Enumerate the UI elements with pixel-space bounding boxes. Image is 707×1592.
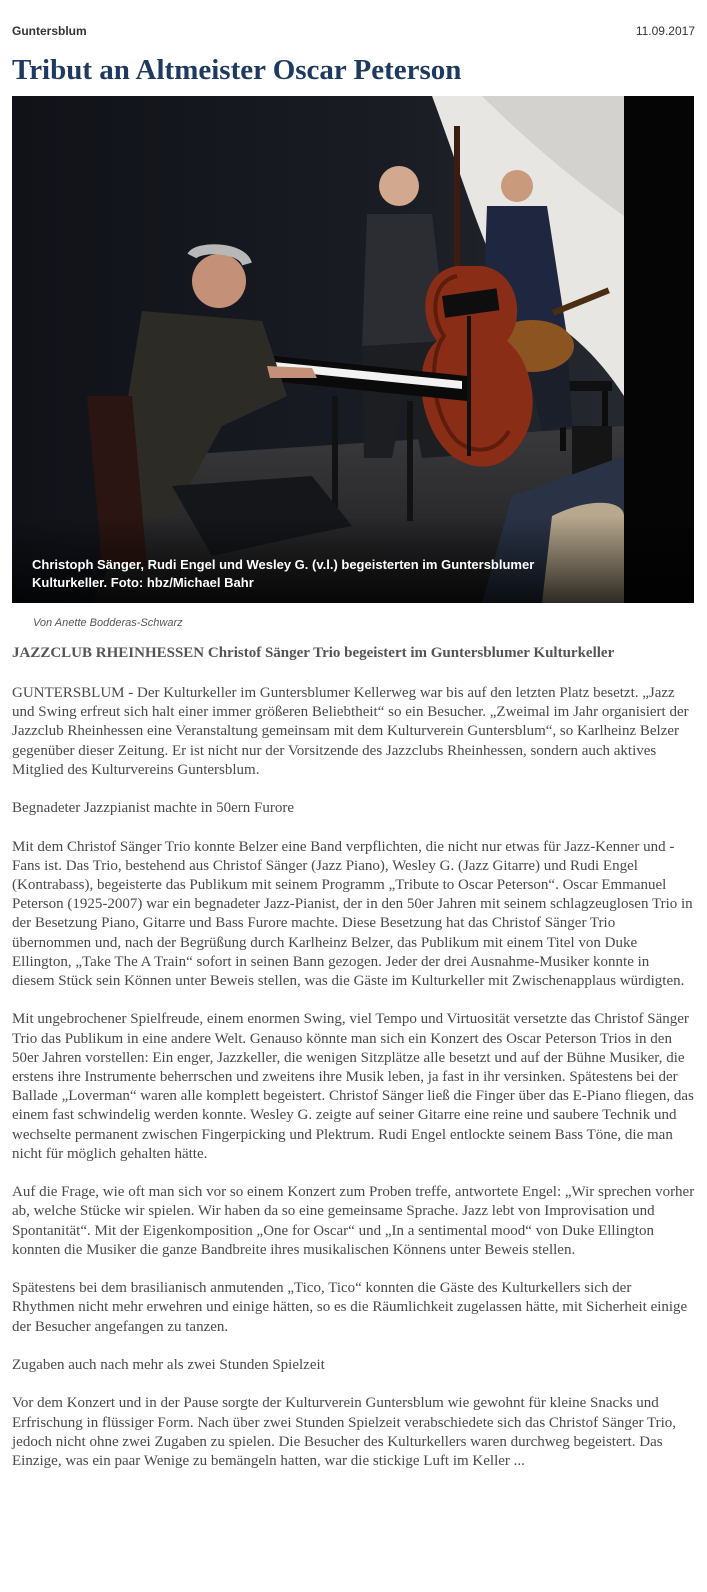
- publish-date: 11.09.2017: [635, 24, 695, 38]
- paragraph-trio: Mit dem Christof Sänger Trio konnte Belzer eine Band verpflichten, die nicht nur etwas für Jazz-Kenner und -Fans ist. Das Trio, bestehend aus Christof Sänger (Jazz Piano), Wesley G. (Jazz Gitarre) und Rudi Engel (Kontrabass), begeisterte das Publikum mit seinem Programm „Tribute to Oscar Peterson“. Oscar Emmanuel Peterson (1925-2007) war ein begnadeter Jazz-Pianist, der in den 50er Jahren mit seinem schlagzeuglosen Trio in der Besetzung Piano, Gitarre und Bass Furore machte. Diese Besetzung hat das Christof Sänger Trio übernommen und, nach der Begrüßung durch Karlheinz Belzer, das Publikum mit einem Titel von Duke Ellington, „Take The A Train“ sofort in seinen Bann gezogen. Jeder der drei Ausnahme-Musiker konnte in diesem Stück sein Können unter Beweis stellen, was die Gäste im Kulturkeller mit Zwischenapplaus würdigten.: [12, 838, 693, 990]
- article-lead: JAZZCLUB RHEINHESSEN Christof Sänger Trio begeistert im Guntersblumer Kulturkeller: [12, 645, 615, 661]
- location-label[interactable]: Guntersblum: [12, 24, 87, 38]
- paragraph-tico: Spätestens bei dem brasilianisch anmutenden „Tico, Tico“ konnten die Gäste des Kulturkellers sich der Rhythmen nicht mehr erwehren und einige hätten, so es die Räumlichkeit zugelassen hätte, mit Sicherheit einige der Besucher angefangen zu tanzen.: [12, 1280, 688, 1335]
- article-photo[interactable]: [12, 96, 694, 603]
- photo-caption-line-1: Christoph Sänger, Rudi Engel und Wesley G. (v.l.) begeisterten im Guntersblumer: [32, 557, 535, 572]
- paragraph-spielfreude: Mit ungebrochener Spielfreude, einem enormen Swing, viel Tempo und Virtuosität versetzte das Christof Sänger Trio das Publikum in eine andere Welt. Genauso könnte man sich ein Konzert des Oscar Peterson Trios in den 50er Jahren vorstellen: Ein enger, Jazzkeller, die wenigen Sitzplätze alle besetzt und auf der Bühne Musiker, die erstens ihre Instrumente beherrschen und zweitens ihre Musik leben, ja fast in ihr versinken. Spätestens bei der Ballade „Loverman“ waren alle komplett begeistert. Christof Sänger ließ die Finger über das E-Piano fliegen, das einem fast schwindelig werden konnte. Wesley G. zeigte auf seiner Gitarre eine reine und saubere Technik und wechselte permanent zwischen Fingerpicking und Plektrum. Rudi Engel entlockte seinem Bass Töne, die man nicht für möglich gehalten hätte.: [12, 1011, 694, 1162]
- article-title: Tribut an Altmeister Oscar Peterson: [12, 54, 462, 86]
- paragraph-proben: Auf die Frage, wie oft man sich vor so einem Konzert zum Proben treffe, antwortete Engel: „Wir sprechen vorher ab, welche Stücke wir spielen. Wir haben da so eine gemeinsame Sprache. Jazz lebt von Improvisation und Spontanität“. Mit der Eigenkomposition „One for Oscar“ und „In a sentimental mood“ von Duke Ellington konnten die Musiker die ganze Bandbreite ihres musikalischen Könnens unter Beweis stellen.: [12, 1184, 695, 1258]
- author-byline: Von Anette Bodderas-Schwarz: [33, 617, 183, 629]
- jazz-trio-photo-illustration: [12, 96, 694, 603]
- photo-caption-line-2: Kulturkeller. Foto: hbz/Michael Bahr: [32, 575, 254, 590]
- paragraph-snacks: Vor dem Konzert und in der Pause sorgte der Kulturverein Guntersblum wie gewohnt für kleine Snacks und Erfrischung in flüssiger Form. Nach über zwei Stunden Spielzeit verabschiedete sich das Christof Sänger Trio, jedoch nicht ohne zwei Zugaben zu spielen. Die Besucher des Kulturkellers waren durchweg begeistert. Das Einzige, was ein paar Wenige zu bemängeln hatten, war die stickige Luft im Keller ...: [12, 1395, 677, 1470]
- photo-caption: [32, 556, 672, 592]
- paragraph-intro: GUNTERSBLUM - Der Kulturkeller im Guntersblumer Kellerweg war bis auf den letzten Platz besetzt. „Jazz und Swing erfreut sich halt einer immer größeren Beliebtheit“ so ein Besucher. „Zweimal im Jahr organisiert der Jazzclub Rheinhessen eine Veranstaltung gemeinsam mit dem Kulturverein Guntersblum“, so Karlheinz Belzer gegenüber dieser Zeitung. Er ist nicht nur der Vorsitzende des Jazzclubs Rheinhessen, sondern auch aktives Mitglied des Kulturvereins Guntersblum.: [12, 685, 689, 778]
- article-meta-bar: [12, 24, 695, 40]
- subheading-zugaben: Zugaben auch nach mehr als zwei Stunden Spielzeit: [12, 1357, 325, 1374]
- article-body: [12, 684, 695, 1490]
- subheading-jazzpianist: Begnadeter Jazzpianist machte in 50ern Furore: [12, 800, 294, 817]
